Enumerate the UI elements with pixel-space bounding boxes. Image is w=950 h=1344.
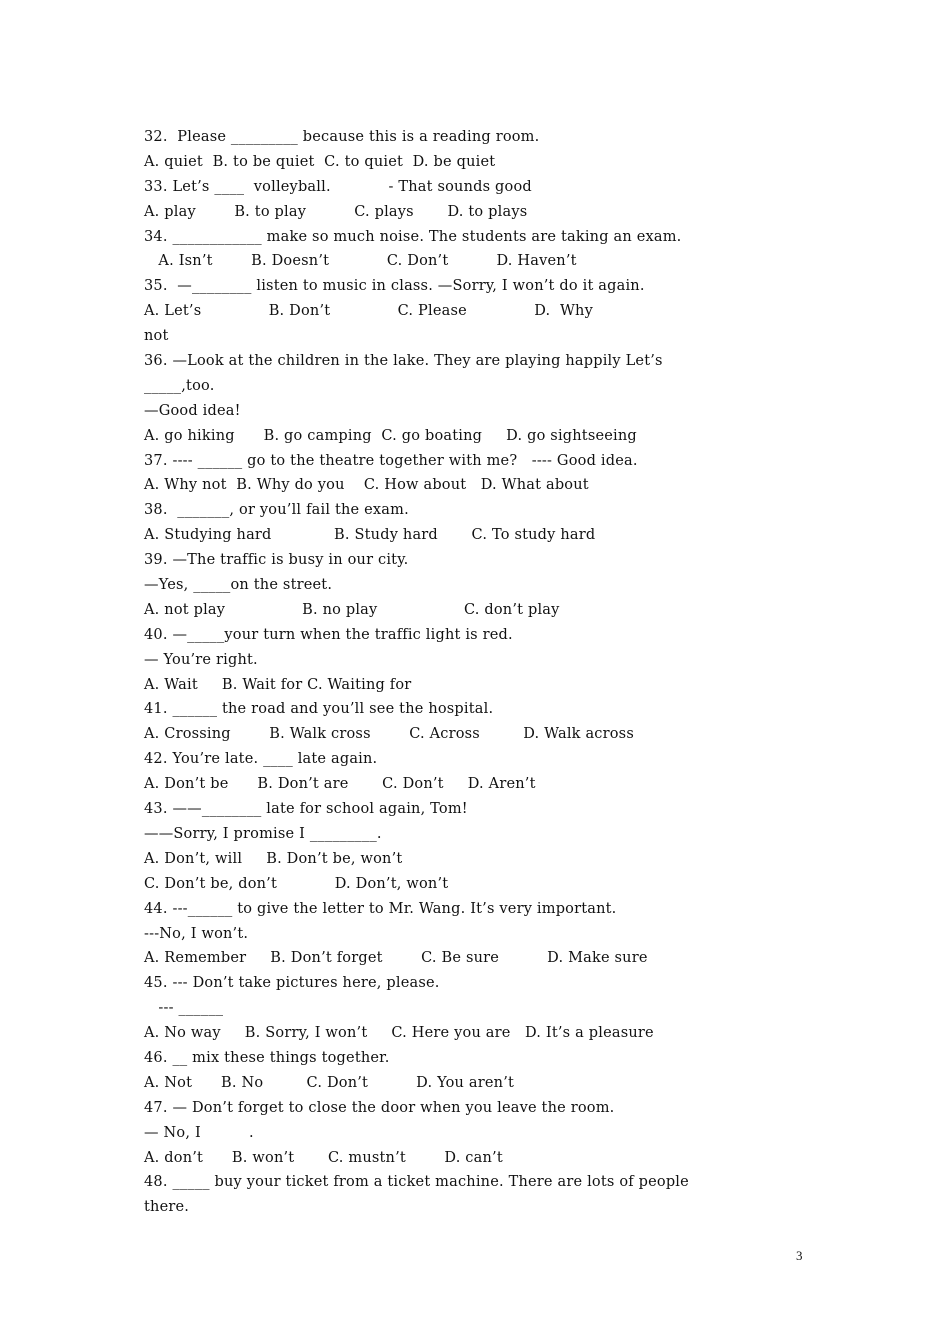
text-line: 42. You’re late. ____ late again. bbox=[144, 751, 378, 768]
text-line: _____,too. bbox=[144, 377, 215, 394]
text-line: 37. ---- ______ go to the theatre together with me? ---- Good idea. bbox=[144, 452, 638, 469]
text-line: A. Remember B. Don’t forget C. Be sure D. Make sure bbox=[144, 950, 648, 967]
text-line: 45. --- Don’t take pictures here, please. bbox=[144, 975, 440, 992]
text-line: 32. Please _________ because this is a reading room. bbox=[144, 129, 540, 145]
text-line: — No, I . bbox=[144, 1124, 254, 1141]
exercise-text bbox=[144, 125, 812, 1220]
text-line: 38. _______, or you’ll fail the exam. bbox=[144, 502, 409, 519]
text-line: there. bbox=[144, 1199, 190, 1216]
text-line: 41. ______ the road and you’ll see the hospital. bbox=[144, 701, 494, 718]
text-line: 46. __ mix these things together. bbox=[144, 1049, 390, 1066]
text-line: A. Let’s B. Don’t C. Please D. Why bbox=[144, 303, 593, 320]
text-line: ---No, I won’t. bbox=[144, 925, 249, 942]
text-line: --- ______ bbox=[144, 1000, 224, 1017]
text-line: A. play B. to play C. plays D. to plays bbox=[144, 203, 528, 220]
text-line: A. not play B. no play C. don’t play bbox=[144, 601, 560, 618]
text-line: 33. Let’s ____ volleyball. - That sounds good bbox=[144, 178, 532, 195]
text-line: 34. ____________ make so much noise. The students are taking an exam. bbox=[144, 228, 682, 245]
text-line: 39. —The traffic is busy in our city. bbox=[144, 552, 409, 569]
text-line: A. Studying hard B. Study hard C. To study hard bbox=[144, 527, 596, 544]
text-line: 44. ---______ to give the letter to Mr. Wang. It’s very important. bbox=[144, 900, 617, 917]
text-line: ——Sorry, I promise I _________. bbox=[144, 825, 382, 842]
text-line: —Good idea! bbox=[144, 402, 241, 419]
text-line: A. Not B. No C. Don’t D. You aren’t bbox=[144, 1074, 515, 1091]
text-line: 40. —_____your turn when the traffic light is red. bbox=[144, 626, 513, 643]
text-line: 48. _____ buy your ticket from a ticket machine. There are lots of people bbox=[144, 1174, 689, 1191]
text-line: A. Wait B. Wait for C. Waiting for bbox=[144, 676, 412, 693]
page-number: 3 bbox=[796, 1248, 803, 1263]
text-line: A. Crossing B. Walk cross C. Across D. Walk across bbox=[144, 726, 634, 743]
text-line: 47. — Don’t forget to close the door when you leave the room. bbox=[144, 1099, 615, 1116]
text-line: A. Don’t, will B. Don’t be, won’t bbox=[144, 850, 403, 867]
text-line: — You’re right. bbox=[144, 651, 258, 668]
text-line: 43. ——________ late for school again, Tom! bbox=[144, 801, 468, 818]
text-line: A. Don’t be B. Don’t are C. Don’t D. Aren’t bbox=[144, 776, 536, 793]
text-line: A. quiet B. to be quiet C. to quiet D. be quiet bbox=[144, 153, 496, 170]
text-line: A. don’t B. won’t C. mustn’t D. can’t bbox=[144, 1149, 503, 1166]
text-line: —Yes, _____on the street. bbox=[144, 577, 333, 594]
text-line: C. Don’t be, don’t D. Don’t, won’t bbox=[144, 875, 449, 892]
text-line: A. Isn’t B. Doesn’t C. Don’t D. Haven’t bbox=[144, 253, 577, 270]
text-line: A. Why not B. Why do you C. How about D. What about bbox=[144, 477, 589, 494]
text-line: 36. —Look at the children in the lake. They are playing happily Let’s bbox=[144, 353, 663, 370]
text-line: A. go hiking B. go camping C. go boating D. go sightseeing bbox=[144, 427, 637, 444]
text-line: not bbox=[144, 328, 169, 345]
text-line: A. No way B. Sorry, I won’t C. Here you are D. It’s a pleasure bbox=[144, 1025, 654, 1042]
text-line: 35. —________ listen to music in class. —Sorry, I won’t do it again. bbox=[144, 278, 645, 295]
